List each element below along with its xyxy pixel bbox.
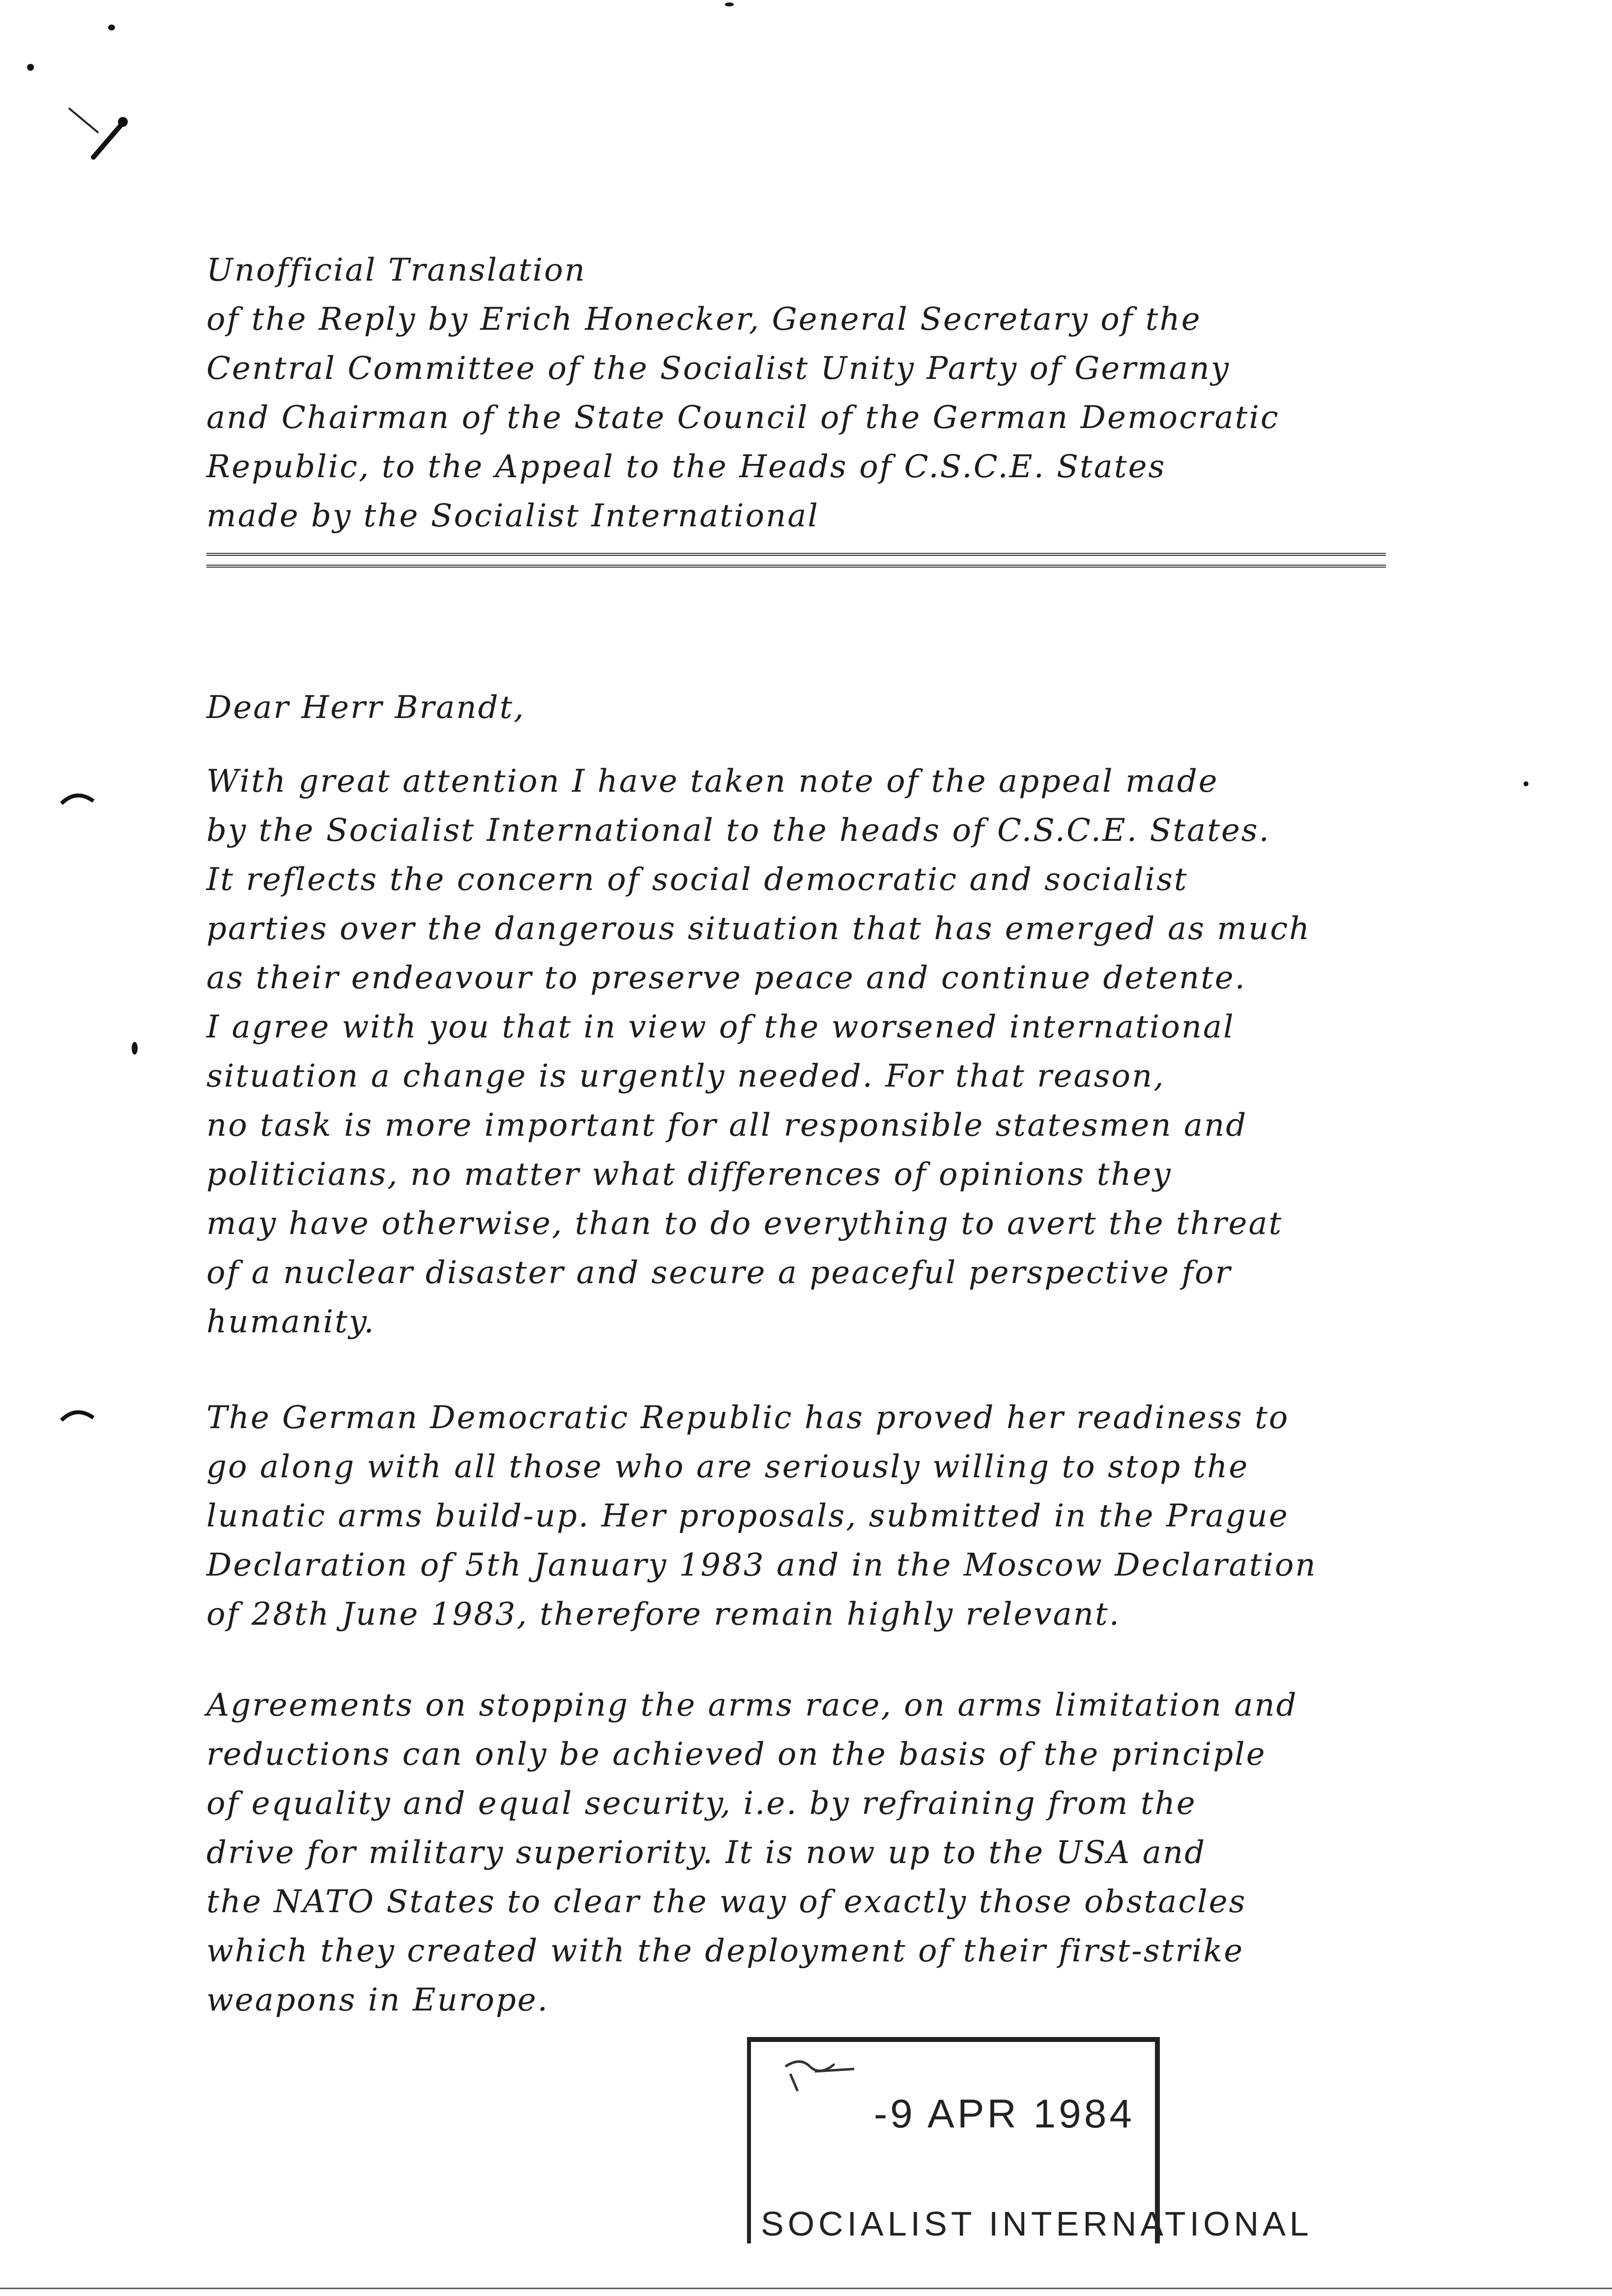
- paragraph-line: situation a change is urgently needed. For that reason,: [206, 1058, 1165, 1094]
- paragraph-line: by the Socialist International to the heads of C.S.C.E. States.: [206, 812, 1270, 849]
- stamp-date: -9 APR 1984: [874, 2092, 1135, 2136]
- paragraph-line: no task is more important for all responsible statesmen and: [206, 1107, 1248, 1144]
- paragraph-line: Agreements on stopping the arms race, on arms limitation and: [206, 1687, 1298, 1723]
- body-paragraph-2: [206, 1393, 1543, 1639]
- header-line: Republic, to the Appeal to the Heads of C.S.C.E. States: [206, 449, 1166, 485]
- paragraph-line: the NATO States to clear the way of exactly those obstacles: [206, 1884, 1247, 1920]
- paragraph-line: It reflects the concern of social democratic and socialist: [206, 861, 1188, 898]
- scan-speck: [725, 2, 734, 6]
- body-paragraph-1: [206, 757, 1543, 1347]
- paragraph-line: of a nuclear disaster and secure a peaceful perspective for: [206, 1255, 1232, 1291]
- paragraph-line: weapons in Europe.: [206, 1982, 549, 2018]
- paragraph-line: go along with all those who are seriously willing to stop the: [206, 1449, 1249, 1485]
- paragraph-line: Declaration of 5th January 1983 and in the Moscow Declaration: [206, 1547, 1317, 1583]
- document-header: [206, 246, 1543, 541]
- paragraph-line: as their endeavour to preserve peace and continue detente.: [206, 960, 1246, 996]
- header-line: Unofficial Translation: [206, 252, 586, 288]
- paragraph-line: parties over the dangerous situation that has emerged as much: [206, 911, 1311, 947]
- pen-mark-icon: [64, 103, 143, 162]
- scan-speck: [132, 1042, 138, 1055]
- paragraph-line: may have otherwise, than to do everything to avert the threat: [206, 1205, 1283, 1242]
- header-line: made by the Socialist International: [206, 498, 819, 534]
- double-rule-divider: [206, 553, 1386, 568]
- paragraph-line: With great attention I have taken note of the appeal made: [206, 763, 1219, 800]
- stamp-organization: SOCIALIST INTERNATIONAL: [761, 2205, 1313, 2243]
- paragraph-line: of equality and equal security, i.e. by refraining from the: [206, 1785, 1197, 1822]
- salutation: Dear Herr Brandt,: [206, 689, 525, 726]
- paragraph-line: of 28th June 1983, therefore remain highly relevant.: [206, 1596, 1121, 1633]
- stamp-scribble-icon: [780, 2052, 879, 2096]
- body-paragraph-3: [206, 1681, 1543, 2025]
- paragraph-line: reductions can only be achieved on the basis of the principle: [206, 1736, 1267, 1773]
- header-line: Central Committee of the Socialist Unity Party of Germany: [206, 350, 1230, 387]
- paragraph-line: lunatic arms build-up. Her proposals, submitted in the Prague: [206, 1498, 1289, 1534]
- paragraph-line: I agree with you that in view of the worsened international: [206, 1009, 1235, 1045]
- scan-edge-line: [0, 2288, 1612, 2289]
- scan-speck: [27, 64, 34, 71]
- paragraph-line: humanity.: [206, 1304, 375, 1340]
- punch-hole-mark-icon: [59, 786, 98, 806]
- scan-speck: [108, 25, 115, 30]
- paragraph-line: The German Democratic Republic has proved her readiness to: [206, 1400, 1290, 1436]
- punch-hole-mark-icon: [59, 1403, 98, 1423]
- received-date-stamp: [747, 2037, 1313, 2243]
- header-line: and Chairman of the State Council of the German Democratic: [206, 400, 1280, 436]
- paragraph-line: which they created with the deployment of their first-strike: [206, 1933, 1244, 1969]
- header-line: of the Reply by Erich Honecker, General Secretary of the: [206, 301, 1202, 338]
- paragraph-line: politicians, no matter what differences of opinions they: [206, 1156, 1172, 1193]
- paragraph-line: drive for military superiority. It is now up to the USA and: [206, 1835, 1207, 1871]
